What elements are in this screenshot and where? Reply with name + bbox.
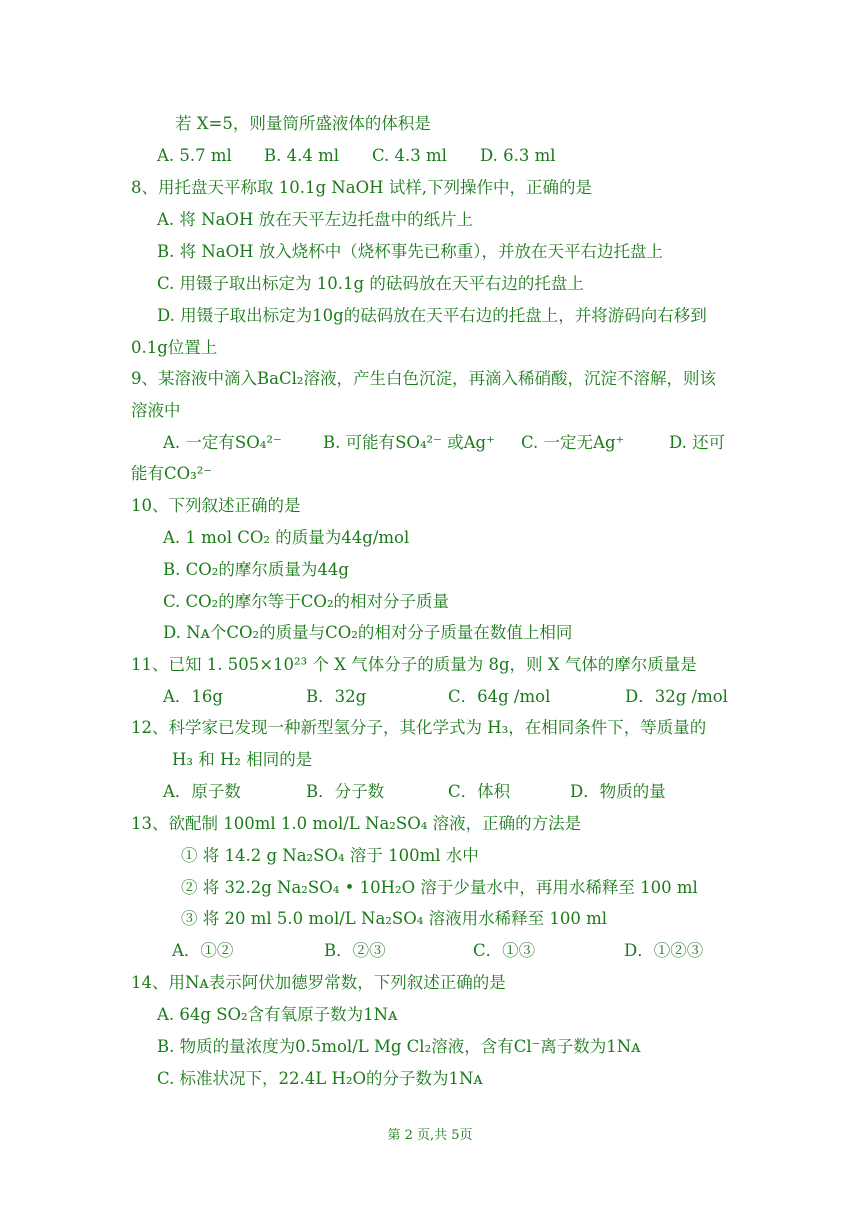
q8-option-d: D. 用镊子取出标定为10g的砝码放在天平右边的托盘上，并将游码向右移到 — [157, 306, 707, 325]
option-a: A．原子数 — [163, 782, 241, 801]
q10-option-a: A. 1 mol CO₂ 的质量为44g/mol — [163, 528, 410, 547]
q9-options — [163, 432, 725, 454]
q8-option-d-cont: 0.1g位置上 — [131, 338, 218, 357]
q10-option-c: C. CO₂的摩尔等于CO₂的相对分子质量 — [163, 592, 450, 611]
q9-stem-cont: 溶液中 — [131, 401, 181, 420]
option-c: C．64g /mol — [448, 687, 551, 706]
option-c: C．①③ — [473, 941, 536, 960]
option-c: C．体积 — [448, 782, 511, 801]
q9-stem: 9、某溶液中滴入BaCl₂溶液，产生白色沉淀，再滴入稀硝酸，沉淀不溶解，则该 — [131, 369, 716, 388]
option-a: A. 5.7 ml — [157, 146, 232, 165]
q9-option-d-cont: 能有CO₃²⁻ — [131, 464, 213, 483]
option-d: D．①②③ — [624, 941, 704, 960]
q10-option-b: B. CO₂的摩尔质量为44g — [163, 560, 349, 579]
q14-option-a: A. 64g SO₂含有氧原子数为1Nᴀ — [157, 1005, 398, 1024]
q8-option-b: B. 将 NaOH 放入烧杯中（烧杯事先已称重），并放在天平右边托盘上 — [157, 242, 664, 261]
option-d: D. 还可 — [669, 433, 726, 452]
q10-option-d: D. Nᴀ个CO₂的质量与CO₂的相对分子质量在数值上相同 — [163, 623, 573, 642]
q13-item-2: ② 将 32.2g Na₂SO₄ • 10H₂O 溶于少量水中，再用水稀释至 100 ml — [181, 878, 698, 897]
option-d: D．32g /mol — [625, 687, 728, 706]
q12-options — [163, 781, 666, 803]
option-b: B．②③ — [324, 941, 386, 960]
option-c: C. 一定无Ag⁺ — [521, 433, 625, 452]
q11-options — [163, 686, 728, 708]
q13-options — [172, 940, 703, 962]
option-a: A. 一定有SO₄²⁻ — [163, 433, 282, 452]
q11-stem: 11、已知 1. 505×10²³ 个 X 气体分子的质量为 8g，则 X 气体的摩尔质量是 — [131, 655, 697, 674]
q14-option-c: C. 标准状况下，22.4L H₂O的分子数为1Nᴀ — [157, 1069, 483, 1088]
q14-stem: 14、用Nᴀ表示阿伏加德罗常数，下列叙述正确的是 — [131, 973, 506, 992]
option-b: B．32g — [306, 687, 367, 706]
q10-stem: 10、下列叙述正确的是 — [131, 496, 301, 515]
q8-option-c: C. 用镊子取出标定为 10.1g 的砝码放在天平右边的托盘上 — [157, 274, 584, 293]
q7-options — [157, 145, 556, 167]
page-footer: 第 2 页,共 5页 — [387, 1128, 473, 1143]
q13-item-3: ③ 将 20 ml 5.0 mol/L Na₂SO₄ 溶液用水稀释至 100 ml — [181, 909, 607, 928]
option-d: D. 6.3 ml — [480, 146, 556, 165]
q7-stem-tail: 若 X=5，则量筒所盛液体的体积是 — [175, 114, 431, 133]
q12-stem-cont: H₃ 和 H₂ 相同的是 — [172, 750, 313, 769]
q8-option-a: A. 将 NaOH 放在天平左边托盘中的纸片上 — [157, 210, 474, 229]
q13-item-1: ① 将 14.2 g Na₂SO₄ 溶于 100ml 水中 — [181, 846, 479, 865]
option-b: B．分子数 — [306, 782, 385, 801]
option-a: A．16g — [163, 687, 223, 706]
q13-stem: 13、欲配制 100ml 1.0 mol/L Na₂SO₄ 溶液，正确的方法是 — [131, 814, 582, 833]
option-c: C. 4.3 ml — [372, 146, 447, 165]
q8-stem: 8、用托盘天平称取 10.1g NaOH 试样,下列操作中，正确的是 — [131, 178, 592, 197]
option-d: D．物质的量 — [570, 782, 666, 801]
q12-stem: 12、科学家已发现一种新型氢分子，其化学式为 H₃，在相同条件下，等质量的 — [131, 718, 707, 737]
q14-option-b: B. 物质的量浓度为0.5mol/L Mg Cl₂溶液，含有Cl⁻离子数为1Nᴀ — [157, 1037, 641, 1056]
option-a: A．①② — [172, 941, 234, 960]
option-b: B. 4.4 ml — [264, 146, 340, 165]
option-b: B. 可能有SO₄²⁻ 或Ag⁺ — [323, 433, 495, 452]
